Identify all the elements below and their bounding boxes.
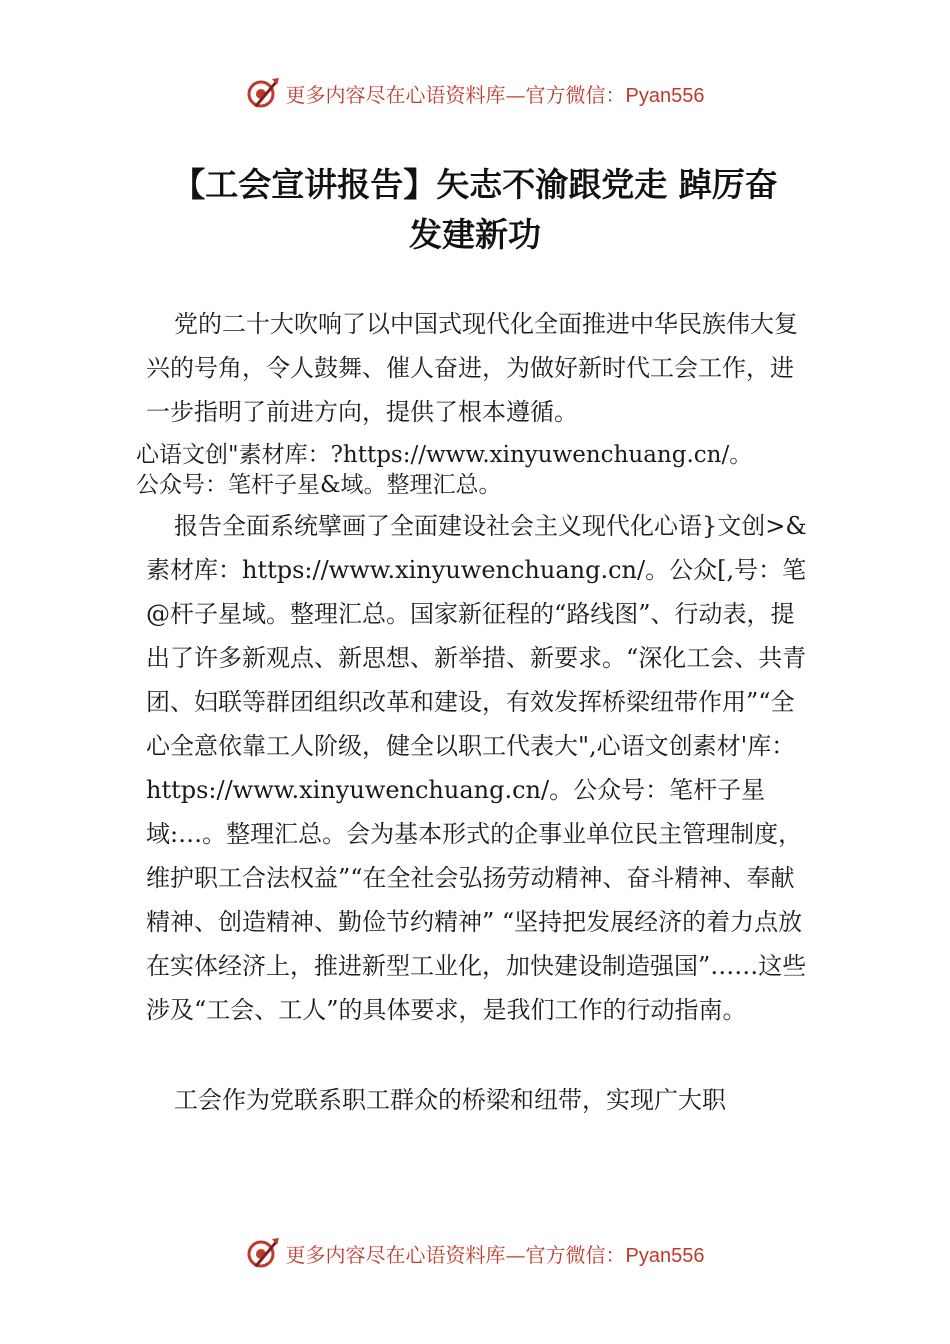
paragraph-2: 报告全面系统擘画了全面建设社会主义现代化心语}文创>&素材库：https://www.xinyuwenchuang.cn/。公众[,号：笔@杆子星域。整理汇总。国家新征程的“路线图”、行动表，提出了许多新观点、新思想、新举措、新要求。“深化工会、共青团、妇联等群团组织改革和建设，有效发挥桥梁纽带作用”“全心全意依靠工人阶级，健全以职工代表大",心语文创素材'库：https://www.xinyuwenchuang.cn/。公众号：笔杆子星域:…。整理汇总。会为基本形式的企事业单位民主管理制度，维护职工合法权益”“在全社会弘扬劳动精神、奋斗精神、奉献精神、创造精神、勤俭节约精神” “坚持把发展经济的着力点放在实体经济上，推进新型工业化，加快建设制造强国”……这些涉及“工会、工人”的具体要求，是我们工作的行动指南。 xyxy=(146,512,807,1024)
footer-banner-text: 更多内容尽在心语资料库—官方微信：Pyan556 xyxy=(285,1242,705,1267)
paragraph-3: 工会作为党联系职工群众的桥梁和纽带，实现广大职 xyxy=(174,1086,726,1114)
title-line-2: 发建新功 xyxy=(409,215,541,254)
header-banner xyxy=(0,73,950,113)
header-banner-text: 更多内容尽在心语资料库—官方微信：Pyan556 xyxy=(285,82,705,107)
header-wechat-id: Pyan556 xyxy=(625,84,705,107)
pen-logo-icon xyxy=(246,76,280,110)
pen-logo-icon xyxy=(246,1236,280,1270)
note-line-2: 公众号：笔杆子星&域。整理汇总。 xyxy=(136,472,502,498)
document-body xyxy=(136,302,836,1122)
footer-banner xyxy=(0,1233,950,1273)
title-line-1: 【工会宣讲报告】矢志不渝跟党走 踔厉奋 xyxy=(172,165,778,204)
footer-wechat-id: Pyan556 xyxy=(625,1244,705,1267)
paragraph-1: 党的二十大吹响了以中国式现代化全面推进中华民族伟大复兴的号角，令人鼓舞、催人奋进，为做好新时代工会工作，进一步指明了前进方向，提供了根本遵循。 xyxy=(146,310,798,426)
paragraph-gap xyxy=(136,1032,836,1078)
header-banner-inner xyxy=(246,76,705,110)
footer-banner-inner xyxy=(246,1236,705,1270)
note-line-1: 心语文创"素材库：?https://www.xinyuwenchuang.cn/。 xyxy=(136,442,753,468)
document-title xyxy=(120,160,830,260)
paragraph-1-note xyxy=(136,440,836,500)
